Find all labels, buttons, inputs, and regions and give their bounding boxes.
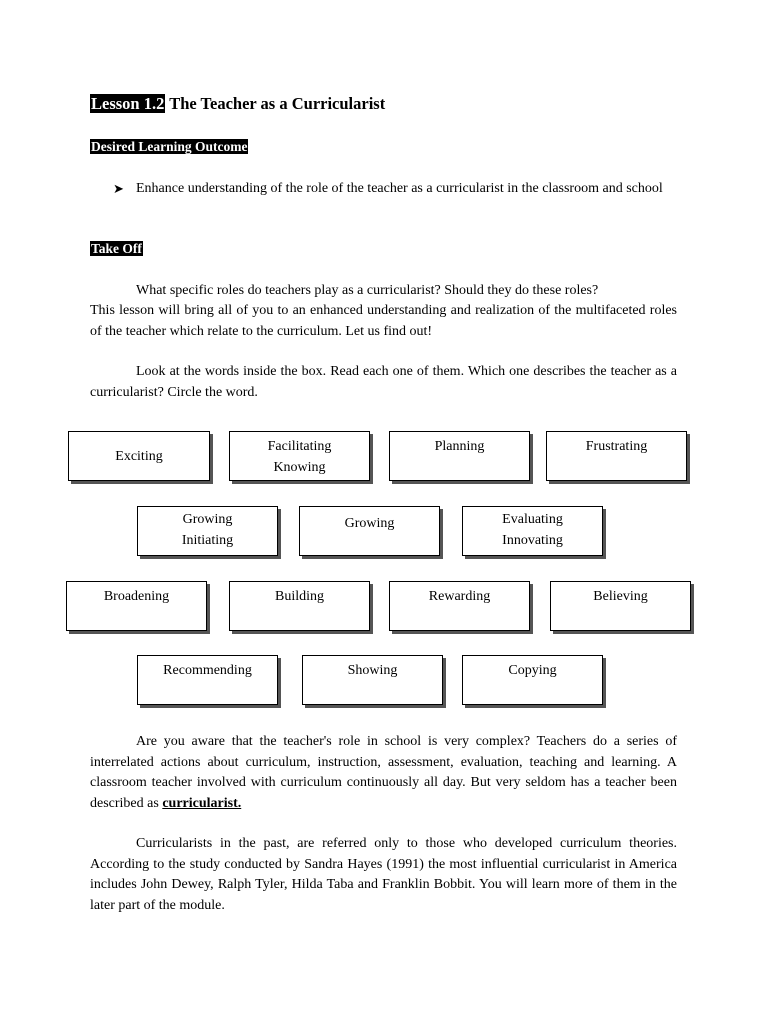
word-label: Growing [182, 512, 233, 527]
word-box-exciting[interactable] [68, 431, 210, 481]
outcome-bullet [113, 178, 677, 199]
word-box-frustrating[interactable] [546, 431, 687, 481]
word-box-copying[interactable] [462, 655, 603, 705]
word-box-growing[interactable] [299, 506, 440, 556]
word-label: Exciting [115, 449, 163, 464]
word-box-planning[interactable] [389, 431, 530, 481]
word-box-believing[interactable] [550, 581, 691, 631]
word-box-showing[interactable] [302, 655, 443, 705]
word-label: Copying [508, 663, 557, 678]
word-label: Knowing [273, 459, 326, 475]
word-label: Believing [593, 589, 648, 604]
word-label: Planning [434, 439, 485, 454]
word-label: Growing [344, 516, 395, 531]
word-box-facilitating-knowing[interactable] [229, 431, 370, 481]
takeoff-heading [90, 241, 143, 257]
word-box-growing-initiating[interactable] [137, 506, 278, 556]
word-label: Facilitating [267, 439, 332, 454]
word-label: Recommending [163, 663, 252, 678]
body-paragraph-1 [90, 732, 677, 814]
word-label: Evaluating [502, 512, 563, 527]
outcome-heading [90, 139, 248, 155]
outcome-bullet-text: Enhance understanding of the role of the teacher as a curricularist in the classroom and school [136, 181, 663, 196]
takeoff-heading-text: Take Off [91, 241, 142, 256]
takeoff-intro: This lesson will bring all of you to an enhanced understanding and realization of the multifaceted roles of the teacher which relate to the curriculum. Let us find out! [90, 303, 677, 339]
word-box-rewarding[interactable] [389, 581, 530, 631]
body-paragraph-1-text: Are you aware that the teacher's role in school is very complex? Teachers do a series of interrelated actions about curriculum, instruction, assessment, evaluation, teaching and learning. A classroom teacher involved with curriculum continuously all day. But very seldom has a teacher been described as [90, 734, 677, 811]
word-label: Initiating [181, 532, 234, 548]
lesson-title-text: The Teacher as a Curricularist [169, 94, 386, 113]
word-label: Building [274, 589, 324, 604]
lesson-number: Lesson 1.2 [91, 94, 165, 113]
takeoff-instruction: Look at the words inside the box. Read each one of them. Which one describes the teacher as a curricularist? Circle the word. [90, 364, 677, 400]
word-label: Rewarding [428, 589, 491, 604]
word-box-recommending[interactable] [137, 655, 278, 705]
lesson-title [90, 94, 385, 114]
word-label: Broadening [103, 589, 170, 604]
arrowhead-bullet-icon: ➤ [113, 181, 124, 196]
curricularist-emphasis: curricularist. [162, 795, 242, 811]
body-paragraph-2: Curricularists in the past, are referred only to those who developed curriculum theories. According to the study conducted by Sandra Hayes (1991) the most influential curricularist in America includes John Dewey, Ralph Tyler, Hilda Taba and Franklin Bobbit. You will learn more of them in the later part of the module. [90, 836, 677, 913]
takeoff-question: What specific roles do teachers play as a curricularist? Should they do these roles? [136, 283, 599, 298]
word-box-broadening[interactable] [66, 581, 207, 631]
word-label: Innovating [502, 532, 563, 548]
word-label: Frustrating [585, 439, 648, 454]
word-label: Showing [347, 663, 398, 678]
word-box-building[interactable] [229, 581, 370, 631]
word-box-evaluating-innovating[interactable] [462, 506, 603, 556]
outcome-heading-text: Desired Learning Outcome [91, 139, 248, 154]
